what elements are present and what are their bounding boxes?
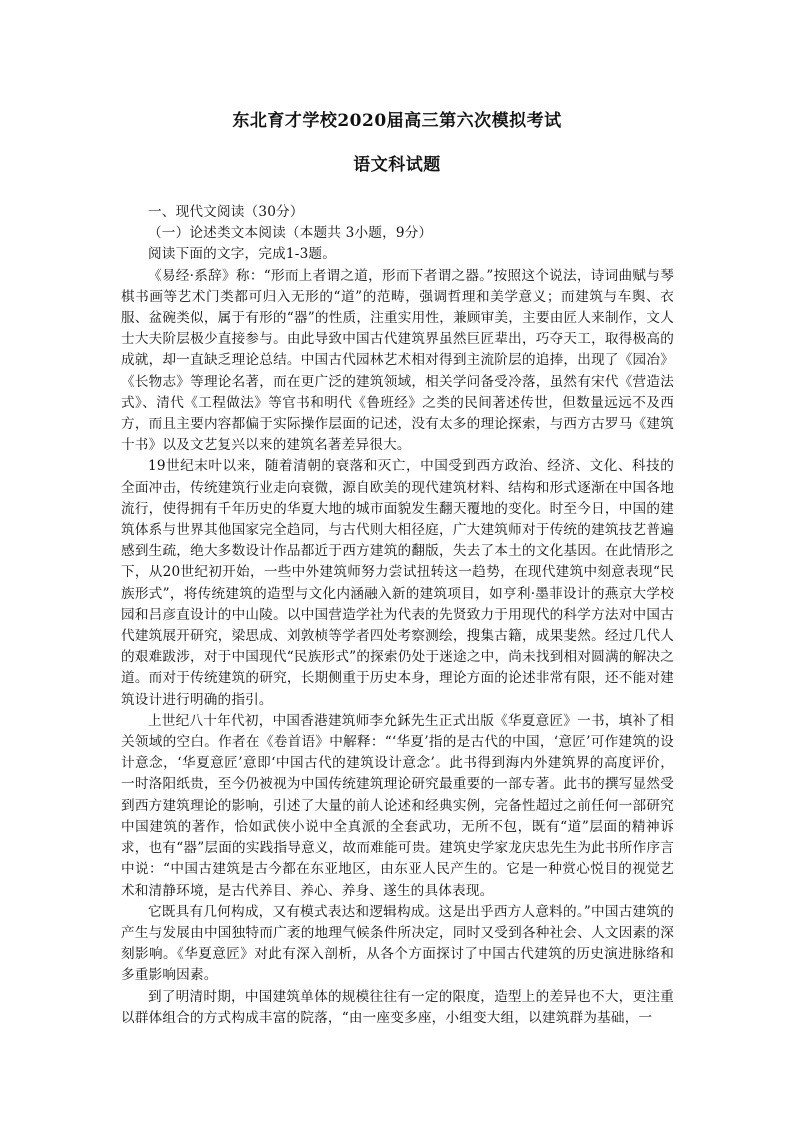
- section-heading: 一、现代文阅读（30分）: [148, 204, 304, 220]
- document-title: 东北育才学校2020届高三第六次模拟考试: [232, 111, 562, 131]
- section-instruction: 阅读下面的文字，完成1-3题。: [148, 246, 337, 263]
- paragraph: 到了明清时期，中国建筑单体的规模往往有一定的限度，造型上的差异也不大，更注重以群体组合的方式构成丰富的院落，“由一座变多座，小组变大组，以建筑群为基础，一: [121, 988, 674, 1026]
- paragraph: 它既具有几何构成，又有模式表达和逻辑构成。这是出乎西方人意料的。”中国古建筑的产生与发展由中国独特而广袤的地理气候条件所决定，同时又受到各种社会、人文因素的深刻影响。《华夏意匠》对此有深入剖析，从各个方面探讨了中国古代建筑的历史演进脉络和多重影响因素。: [121, 903, 674, 984]
- paragraph: 《易经·系辞》称：“形而上者谓之道，形而下者谓之器。”按照这个说法，诗词曲赋与琴棋书画等艺术门类都可归入无形的“道”的范畴，强调哲理和美学意义；而建筑与车舆、衣服、盆碗类似，属于有形的“器”的性质，注重实用性，兼顾审美，主要由匠人来制作，文人士大夫阶层极少直接参与。由此导致中国古代建筑界虽然巨匠辈出，巧夺天工，取得极高的成就，却一直缺乏理论总结。中国古代园林艺术相对得到主流阶层的追捧，出现了《园冶》《长物志》等理论名著，而在更广泛的建筑领域，相关学问备受冷落，虽然有宋代《营造法式》、清代《工程做法》等官书和明代《鲁班经》之类的民间著述传世，但数量远远不及西方，而且主要内容都偏于实际操作层面的记述，没有太多的理论探索，与西方古罗马《建筑十书》以及文艺复兴以来的建筑名著差异很大。: [121, 267, 674, 454]
- section-subheading: （一）论述类文本阅读（本题共 3小题，9分）: [148, 225, 433, 242]
- document-body: [121, 202, 674, 1029]
- paragraph: 上世纪八十年代初，中国香港建筑师李允鉌先生正式出版《华夏意匠》一书，填补了相关领域的空白。作者在《卷首语》中解释：“‘华夏’指的是古代的中国，‘意匠’可作建筑的设计意念，‘华夏意匠’意即‘中国古代的建筑设计意念’。此书得到海内外建筑界的高度评价，一时洛阳纸贵，至今仍被视为中国传统建筑理论研究最重要的一部专著。此书的撰写显然受到西方建筑理论的影响，引述了大量的前人论述和经典实例，完备性超过之前任何一部研究中国建筑的著作，恰如武侠小说中全真派的全套武功，无所不包，既有“道”层面的精神诉求，也有“器”层面的实践指导意义，故而难能可贵。建筑史学家龙庆忠先生为此书所作序言中说：“中国古建筑是古今都在东亚地区，由东亚人民产生的。它是一种赏心悦目的视觉艺术和清静环境，是古代养目、养心、养身、遂生的具体表现。: [121, 712, 674, 899]
- document-subtitle: 语文科试题: [353, 155, 441, 175]
- paragraph: 19世纪末叶以来，随着清朝的衰落和灭亡，中国受到西方政治、经济、文化、科技的全面冲击，传统建筑行业走向衰微，源自欧美的现代建筑材料、结构和形式逐渐在中国各地流行，使得拥有千年历史的华夏大地的城市面貌发生翻天覆地的变化。时至今日，中国的建筑体系与世界其他国家完全趋同，与古代则大相径庭，广大建筑师对于传统的建筑技艺普遍感到生疏，绝大多数设计作品都近于西方建筑的翻版，失去了本土的文化基因。在此情形之下，从20世纪初开始，一些中外建筑师努力尝试扭转这一趋势，在现代建筑中刻意表现“民族形式”，将传统建筑的造型与文化内涵融入新的建筑项目，如亨利·墨菲设计的燕京大学校园和吕彦直设计的中山陵。以中国营造学社为代表的先贤致力于用现代的科学方法对中国古代建筑展开研究，梁思成、刘敦桢等学者四处考察测绘，搜集古籍，成果斐然。经过几代人的艰难跋涉，对于中国现代“民族形式”的探索仍处于迷途之中，尚未找到相对圆满的解决之道。而对于传统建筑的研究，长期侧重于历史本身，理论方面的论述非常有限，还不能对建筑设计进行明确的指引。: [121, 458, 674, 708]
